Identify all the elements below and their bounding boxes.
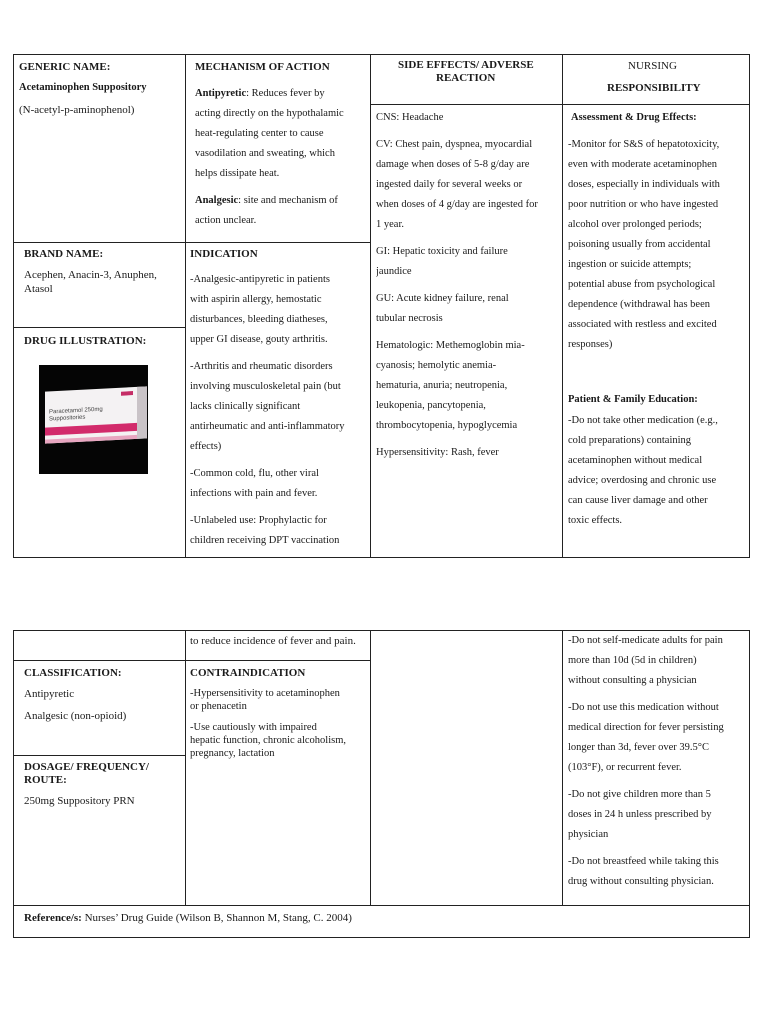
package-text: Paracetamol 250mg Suppositories: [49, 406, 103, 423]
nursing-cont-line: without consulting a physician: [568, 675, 697, 686]
side-effect-line: Hematologic: Methemoglobin mia-: [376, 340, 525, 351]
side-effect-line: ingested daily for several weeks or: [376, 179, 523, 190]
indication-line: effects): [190, 441, 222, 452]
classification-item: Antipyretic: [24, 688, 75, 700]
assessment-line: responses): [568, 339, 613, 350]
assessment-line: ingestion or suicide attempts;: [568, 259, 692, 270]
side-effect-line: damage when doses of 5-8 g/day are: [376, 159, 530, 170]
package-logo: [121, 391, 133, 396]
indication-line: disturbances, bleeding diatheses,: [190, 314, 328, 325]
nursing-cont-line: -Do not breastfeed while taking this: [568, 856, 719, 867]
assessment-line: alcohol over prolonged periods;: [568, 219, 702, 230]
dosage-label-line1: DOSAGE/ FREQUENCY/: [24, 761, 149, 773]
indication-line: lacks clinically significant: [190, 401, 301, 412]
side-effect-line: CNS: Headache: [376, 112, 444, 123]
nursing-cont-line: drug without consulting physician.: [568, 876, 714, 887]
indication-line: -Unlabeled use: Prophylactic for: [190, 515, 327, 526]
contraindication-header: CONTRAINDICATION: [190, 667, 306, 679]
assessment-line: doses, especially in individuals with: [568, 179, 720, 190]
nursing-cont-line: -Do not self-medicate adults for pain: [568, 635, 723, 646]
chemical-name: (N-acetyl-p-aminophenol): [19, 104, 135, 116]
education-line: advice; overdosing and chronic use: [568, 475, 717, 486]
education-line: toxic effects.: [568, 515, 623, 526]
indication-line: -Analgesic-antipyretic in patients: [190, 274, 330, 285]
nursing-cont-line: doses in 24 h unless prescribed by: [568, 809, 712, 820]
package-stripe: [45, 423, 137, 436]
indication-continued: to reduce incidence of fever and pain.: [190, 635, 356, 647]
brand-name-line: Acephen, Anacin-3, Anuphen,: [24, 269, 157, 281]
antipyretic-text: Antipyretic: Reduces fever by: [195, 88, 325, 99]
side-effect-line: hematuria, anuria; neutropenia,: [376, 380, 508, 391]
nursing-cont-line: -Do not give children more than 5: [568, 789, 711, 800]
indication-line: -Common cold, flu, other viral: [190, 468, 319, 479]
dosage-value: 250mg Suppository PRN: [24, 795, 135, 807]
side-effect-line: CV: Chest pain, dyspnea, myocardial: [376, 139, 533, 150]
package-box: [45, 386, 147, 443]
nursing-continued: [568, 631, 748, 901]
assessment-line: -Monitor for S&S of hepatotoxicity,: [568, 139, 720, 150]
contraindication-line: hepatic function, chronic alcoholism,: [190, 735, 346, 746]
education-line: cold preparations) containing: [568, 435, 692, 446]
indication-line: -Arthritis and rheumatic disorders: [190, 361, 333, 372]
antipyretic-line: heat-regulating center to cause: [195, 128, 324, 139]
generic-name-value: Acetaminophen Suppository: [19, 82, 147, 93]
classification-item: Analgesic (non-opioid): [24, 710, 127, 722]
nursing-cont-line: physician: [568, 829, 609, 840]
assessment-line: poor nutrition or who have ingested: [568, 199, 719, 210]
nursing-header-line1: NURSING: [628, 60, 677, 72]
education-label: Patient & Family Education:: [568, 394, 698, 405]
mechanism-header: MECHANISM OF ACTION: [195, 61, 330, 73]
indication-line: upper GI disease, gouty arthritis.: [190, 334, 328, 345]
nursing-cont-line: medical direction for fever persisting: [568, 722, 724, 733]
indication-line: antirheumatic and anti-inflammatory: [190, 421, 345, 432]
generic-name-label: GENERIC NAME:: [19, 61, 111, 73]
indication-line: children receiving DPT vaccination: [190, 535, 340, 546]
reference-label: Reference/s:: [24, 912, 82, 924]
side-effect-line: leukopenia, pancytopenia,: [376, 400, 486, 411]
classification-label: CLASSIFICATION:: [24, 667, 122, 679]
contraindication-line: -Hypersensitivity to acetaminophen: [190, 688, 340, 699]
brand-name-line: Atasol: [24, 283, 53, 295]
assessment-line: dependence (withdrawal has been: [568, 299, 710, 310]
indication-header: INDICATION: [190, 248, 258, 260]
assessment-line: even with moderate acetaminophen: [568, 159, 717, 170]
contraindication-line: pregnancy, lactation: [190, 748, 275, 759]
assessment-label: Assessment & Drug Effects:: [571, 112, 697, 123]
nursing-cont-line: (103°F), or recurrent fever.: [568, 762, 682, 773]
brand-name-label: BRAND NAME:: [24, 248, 104, 260]
antipyretic-line: vasodilation and sweating, which: [195, 148, 335, 159]
side-effects-header-line1: SIDE EFFECTS/ ADVERSE: [398, 59, 534, 71]
side-effect-line: when doses of 4 g/day are ingested for: [376, 199, 538, 210]
indication-line: infections with pain and fever.: [190, 488, 318, 499]
side-effect-line: GI: Hepatic toxicity and failure: [376, 246, 508, 257]
analgesic-line: action unclear.: [195, 215, 257, 226]
assessment-line: poisoning usually from accidental: [568, 239, 711, 250]
side-effect-line: GU: Acute kidney failure, renal: [376, 293, 509, 304]
antipyretic-label: Antipyretic: [195, 88, 247, 99]
contraindication-line: or phenacetin: [190, 701, 247, 712]
side-effect-line: tubular necrosis: [376, 313, 443, 324]
analgesic-text: Analgesic: site and mechanism of: [195, 195, 338, 206]
side-effect-line: thrombocytopenia, hypoglycemia: [376, 420, 518, 431]
antipyretic-line: acting directly on the hypothalamic: [195, 108, 344, 119]
illustration-label: DRUG ILLUSTRATION:: [24, 335, 147, 347]
indication-line: with aspirin allergy, hemostatic: [190, 294, 322, 305]
assessment-line: potential abuse from psychological: [568, 279, 716, 290]
side-effect-line: Hypersensitivity: Rash, fever: [376, 447, 499, 458]
side-effect-line: jaundice: [376, 266, 412, 277]
indication-line: involving musculoskeletal pain (but: [190, 381, 341, 392]
drug-package-image: [39, 365, 148, 474]
analgesic-label: Analgesic: [195, 195, 239, 206]
antipyretic-line: helps dissipate heat.: [195, 168, 280, 179]
assessment-line: associated with restless and excited: [568, 319, 717, 330]
nursing-cont-line: -Do not use this medication without: [568, 702, 719, 713]
side-effect-line: 1 year.: [376, 219, 404, 230]
education-line: acetaminophen without medical: [568, 455, 703, 466]
nursing-cont-line: more than 10d (5d in children): [568, 655, 697, 666]
dosage-label-line2: ROUTE:: [24, 774, 67, 786]
side-effects-list: [376, 108, 562, 528]
nursing-content: [568, 108, 748, 548]
reference-text: Reference/s: Nurses’ Drug Guide (Wilson B, Shannon M, Stang, C. 2004): [24, 912, 352, 924]
package-stripe-light: [45, 435, 137, 444]
nursing-header-line2: RESPONSIBILITY: [607, 82, 701, 94]
education-line: can cause liver damage and other: [568, 495, 708, 506]
contraindication-line: -Use cautiously with impaired: [190, 722, 317, 733]
education-line: -Do not take other medication (e.g.,: [568, 415, 718, 426]
side-effects-header-line2: REACTION: [436, 72, 496, 84]
nursing-cont-line: longer than 3d, fever over 39.5°C: [568, 742, 709, 753]
side-effect-line: cyanosis; hemolytic anemia-: [376, 360, 497, 371]
